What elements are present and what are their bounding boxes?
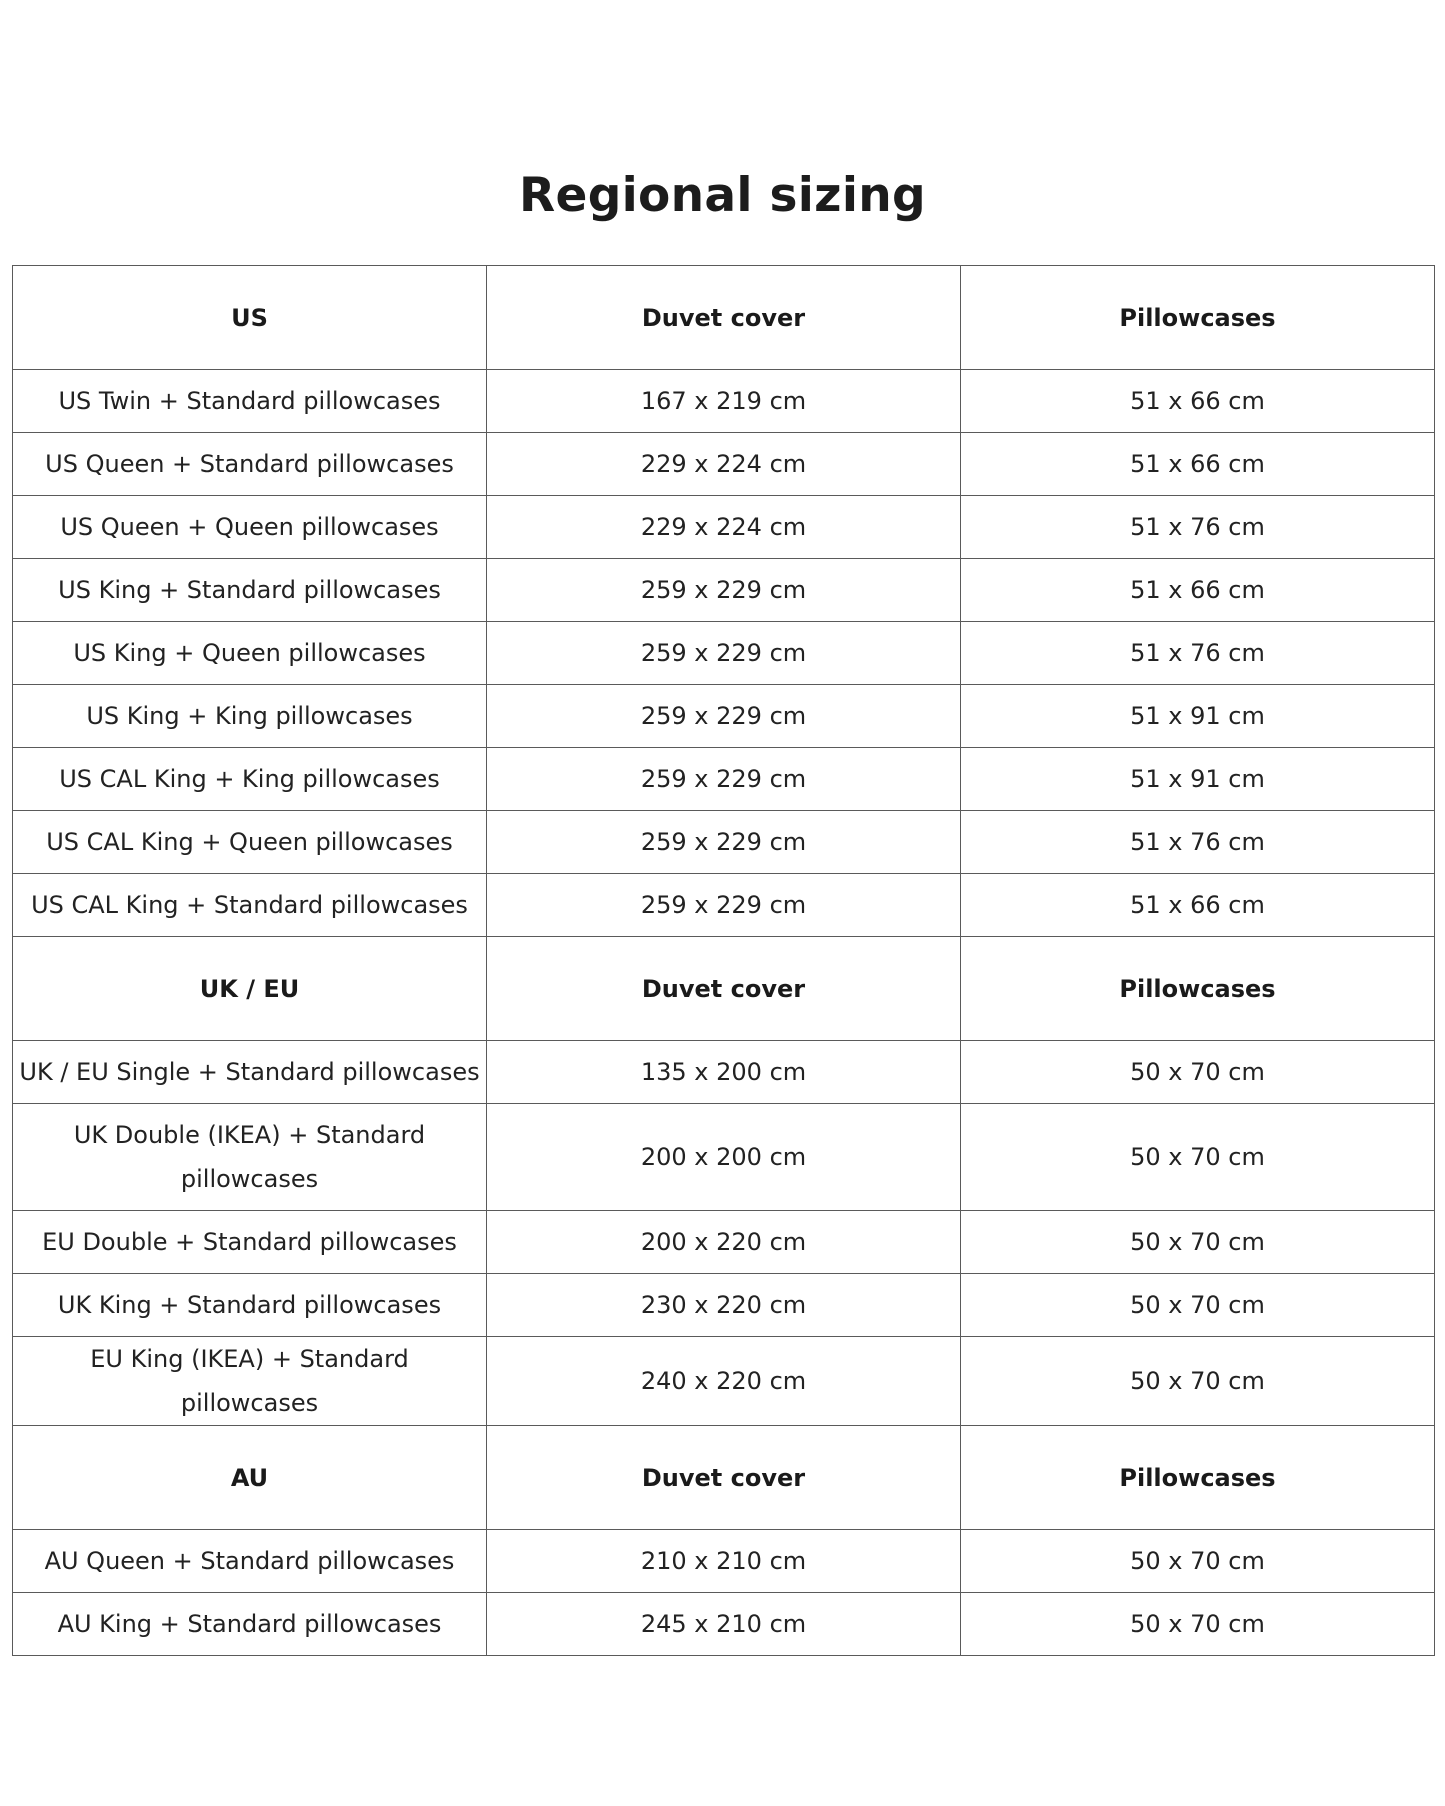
pillowcases-cell: 51 x 76 cm bbox=[961, 622, 1435, 685]
section-header-au bbox=[13, 1426, 1435, 1530]
section-header-uk-eu bbox=[13, 937, 1435, 1041]
pillowcases-cell: 51 x 66 cm bbox=[961, 433, 1435, 496]
table-row bbox=[13, 1211, 1435, 1274]
header-cell-duvet-cover: Duvet cover bbox=[487, 266, 961, 370]
regional-sizing-table bbox=[12, 265, 1435, 1656]
size-name-cell: US King + Queen pillowcases bbox=[13, 622, 487, 685]
header-cell-duvet-cover: Duvet cover bbox=[487, 1426, 961, 1530]
duvet-cover-cell: 210 x 210 cm bbox=[487, 1530, 961, 1593]
pillowcases-cell: 50 x 70 cm bbox=[961, 1041, 1435, 1104]
header-cell-pillowcases: Pillowcases bbox=[961, 937, 1435, 1041]
table-row bbox=[13, 748, 1435, 811]
size-name-cell: EU King (IKEA) + Standard pillowcases bbox=[13, 1337, 487, 1426]
size-name-cell: EU Double + Standard pillowcases bbox=[13, 1211, 487, 1274]
header-cell-pillowcases: Pillowcases bbox=[961, 1426, 1435, 1530]
pillowcases-cell: 51 x 66 cm bbox=[961, 370, 1435, 433]
header-cell-pillowcases: Pillowcases bbox=[961, 266, 1435, 370]
duvet-cover-cell: 259 x 229 cm bbox=[487, 559, 961, 622]
table-row bbox=[13, 559, 1435, 622]
table-row bbox=[13, 1593, 1435, 1656]
pillowcases-cell: 51 x 76 cm bbox=[961, 811, 1435, 874]
size-name-cell: US CAL King + King pillowcases bbox=[13, 748, 487, 811]
size-name-cell: US Queen + Standard pillowcases bbox=[13, 433, 487, 496]
duvet-cover-cell: 229 x 224 cm bbox=[487, 433, 961, 496]
size-name-cell: UK Double (IKEA) + Standard pillowcases bbox=[13, 1104, 487, 1211]
duvet-cover-cell: 167 x 219 cm bbox=[487, 370, 961, 433]
size-name-cell: UK / EU Single + Standard pillowcases bbox=[13, 1041, 487, 1104]
pillowcases-cell: 51 x 91 cm bbox=[961, 685, 1435, 748]
header-cell-duvet-cover: Duvet cover bbox=[487, 937, 961, 1041]
size-name-cell: US King + King pillowcases bbox=[13, 685, 487, 748]
table-row bbox=[13, 433, 1435, 496]
pillowcases-cell: 50 x 70 cm bbox=[961, 1274, 1435, 1337]
duvet-cover-cell: 200 x 200 cm bbox=[487, 1104, 961, 1211]
size-name-cell: AU King + Standard pillowcases bbox=[13, 1593, 487, 1656]
duvet-cover-cell: 135 x 200 cm bbox=[487, 1041, 961, 1104]
pillowcases-cell: 50 x 70 cm bbox=[961, 1530, 1435, 1593]
table-row bbox=[13, 1337, 1435, 1426]
duvet-cover-cell: 230 x 220 cm bbox=[487, 1274, 961, 1337]
size-name-cell: US CAL King + Queen pillowcases bbox=[13, 811, 487, 874]
table-row bbox=[13, 1530, 1435, 1593]
duvet-cover-cell: 245 x 210 cm bbox=[487, 1593, 961, 1656]
duvet-cover-cell: 259 x 229 cm bbox=[487, 622, 961, 685]
duvet-cover-cell: 259 x 229 cm bbox=[487, 811, 961, 874]
table-row bbox=[13, 1104, 1435, 1211]
pillowcases-cell: 50 x 70 cm bbox=[961, 1337, 1435, 1426]
pillowcases-cell: 51 x 66 cm bbox=[961, 874, 1435, 937]
pillowcases-cell: 51 x 76 cm bbox=[961, 496, 1435, 559]
duvet-cover-cell: 259 x 229 cm bbox=[487, 748, 961, 811]
pillowcases-cell: 50 x 70 cm bbox=[961, 1211, 1435, 1274]
table-row bbox=[13, 811, 1435, 874]
duvet-cover-cell: 200 x 220 cm bbox=[487, 1211, 961, 1274]
size-name-cell: AU Queen + Standard pillowcases bbox=[13, 1530, 487, 1593]
table-row bbox=[13, 370, 1435, 433]
size-name-cell: US CAL King + Standard pillowcases bbox=[13, 874, 487, 937]
section-header-us bbox=[13, 266, 1435, 370]
table-row bbox=[13, 1274, 1435, 1337]
table-row bbox=[13, 685, 1435, 748]
size-name-cell: US Twin + Standard pillowcases bbox=[13, 370, 487, 433]
table-row bbox=[13, 874, 1435, 937]
pillowcases-cell: 51 x 91 cm bbox=[961, 748, 1435, 811]
pillowcases-cell: 51 x 66 cm bbox=[961, 559, 1435, 622]
duvet-cover-cell: 229 x 224 cm bbox=[487, 496, 961, 559]
page-title: Regional sizing bbox=[519, 168, 926, 223]
pillowcases-cell: 50 x 70 cm bbox=[961, 1593, 1435, 1656]
size-name-cell: UK King + Standard pillowcases bbox=[13, 1274, 487, 1337]
table-row bbox=[13, 622, 1435, 685]
duvet-cover-cell: 259 x 229 cm bbox=[487, 874, 961, 937]
duvet-cover-cell: 240 x 220 cm bbox=[487, 1337, 961, 1426]
header-cell-region: AU bbox=[13, 1426, 487, 1530]
header-cell-region: US bbox=[13, 266, 487, 370]
table-row bbox=[13, 1041, 1435, 1104]
size-name-cell: US King + Standard pillowcases bbox=[13, 559, 487, 622]
duvet-cover-cell: 259 x 229 cm bbox=[487, 685, 961, 748]
table-row bbox=[13, 496, 1435, 559]
size-name-cell: US Queen + Queen pillowcases bbox=[13, 496, 487, 559]
pillowcases-cell: 50 x 70 cm bbox=[961, 1104, 1435, 1211]
header-cell-region: UK / EU bbox=[13, 937, 487, 1041]
